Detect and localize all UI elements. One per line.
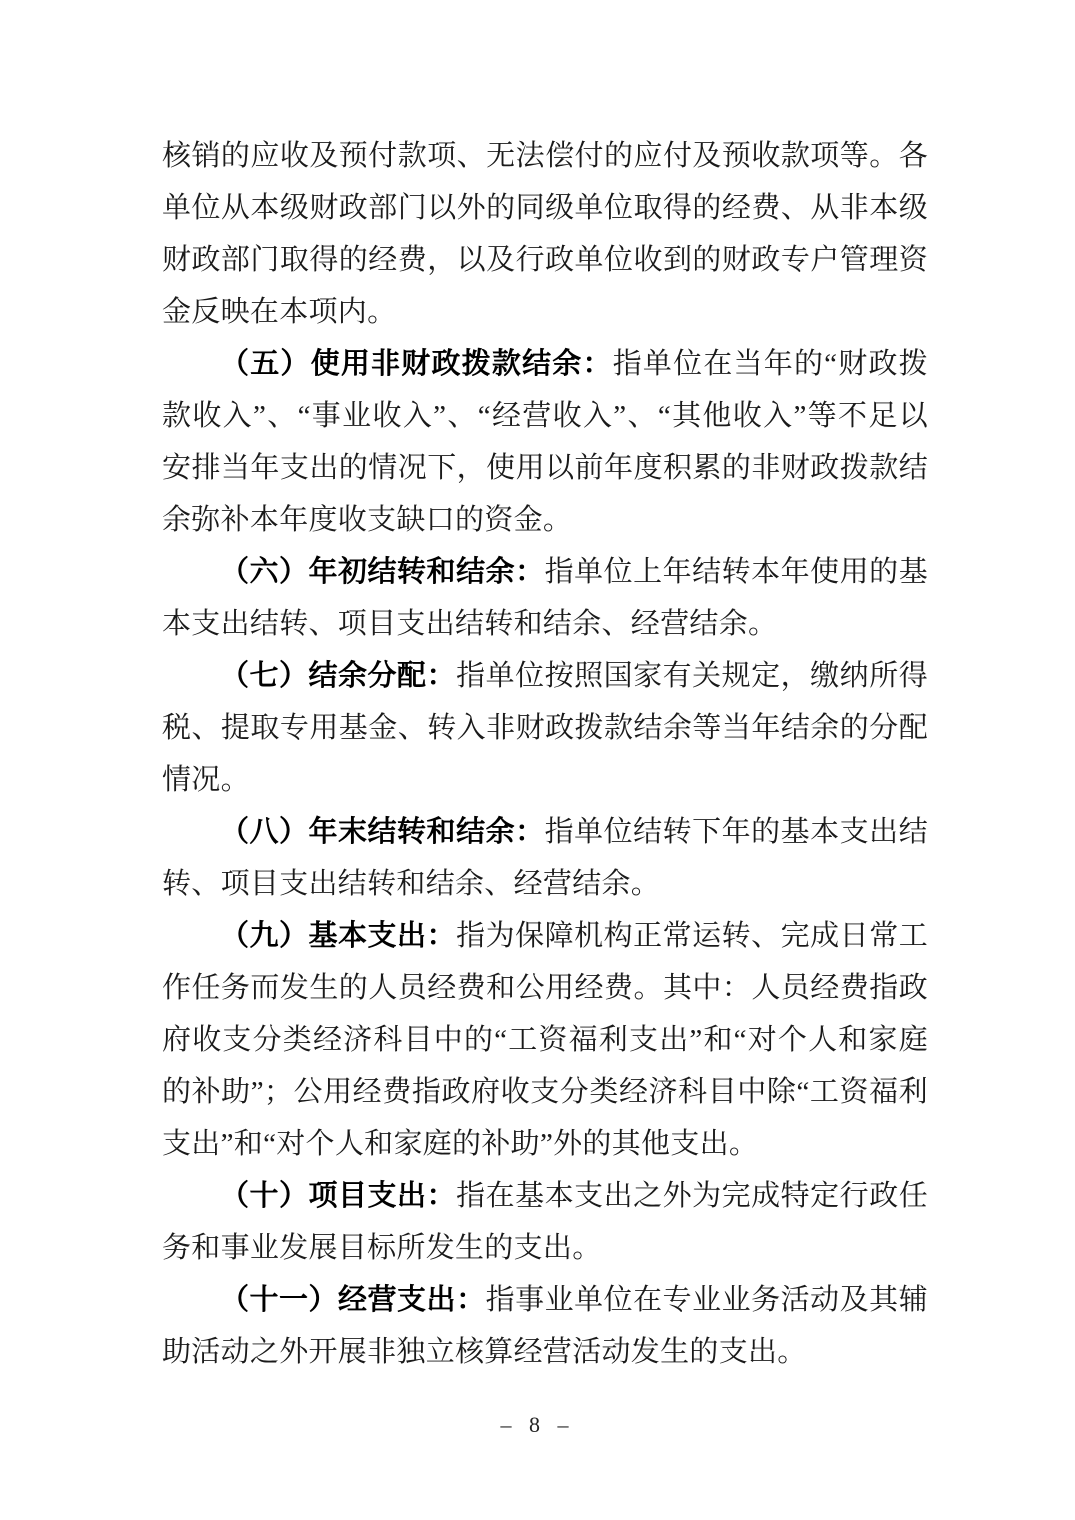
- document-body: [162, 130, 928, 1378]
- paragraph: （十一）经营支出：指事业单位在专业业务活动及其辅助活动之外开展非独立核算经营活动发生的支出。: [162, 1284, 928, 1368]
- section-heading: （十一）经营支出：: [220, 1284, 486, 1316]
- section-heading: （七）结余分配：: [220, 660, 457, 692]
- section-heading: （八）年末结转和结余：: [220, 816, 545, 848]
- section-heading: （六）年初结转和结余：: [220, 556, 545, 588]
- paragraph: （八）年末结转和结余：指单位结转下年的基本支出结转、项目支出结转和结余、经营结余。: [162, 816, 928, 900]
- paragraph: （七）结余分配：指单位按照国家有关规定，缴纳所得税、提取专用基金、转入非财政拨款结余等当年结余的分配情况。: [162, 660, 928, 796]
- section-heading: （十）项目支出：: [220, 1180, 457, 1212]
- page-number: – 8 –: [500, 1412, 575, 1437]
- paragraph: （五）使用非财政拨款结余：指单位在当年的“财政拨款收入”、“事业收入”、“经营收入”、“其他收入”等不足以安排当年支出的情况下，使用以前年度积累的非财政拨款结余弥补本年度收支缺口的资金。: [162, 348, 928, 536]
- paragraph: （九）基本支出：指为保障机构正常运转、完成日常工作任务而发生的人员经费和公用经费。其中：人员经费指政府收支分类经济科目中的“工资福利支出”和“对个人和家庭的补助”；公用经费指政府收支分类经济科目中除“工资福利支出”和“对个人和家庭的补助”外的其他支出。: [162, 920, 928, 1160]
- section-heading: （九）基本支出：: [220, 920, 457, 952]
- paragraph: （十）项目支出：指在基本支出之外为完成特定行政任务和事业发展目标所发生的支出。: [162, 1180, 928, 1264]
- paragraph: 核销的应收及预付款项、无法偿付的应付及预收款项等。各单位从本级财政部门以外的同级单位取得的经费、从非本级财政部门取得的经费，以及行政单位收到的财政专户管理资金反映在本项内。: [162, 140, 928, 328]
- paragraph: （六）年初结转和结余：指单位上年结转本年使用的基本支出结转、项目支出结转和结余、经营结余。: [162, 556, 928, 640]
- section-heading: （五）使用非财政拨款结余：: [220, 348, 613, 380]
